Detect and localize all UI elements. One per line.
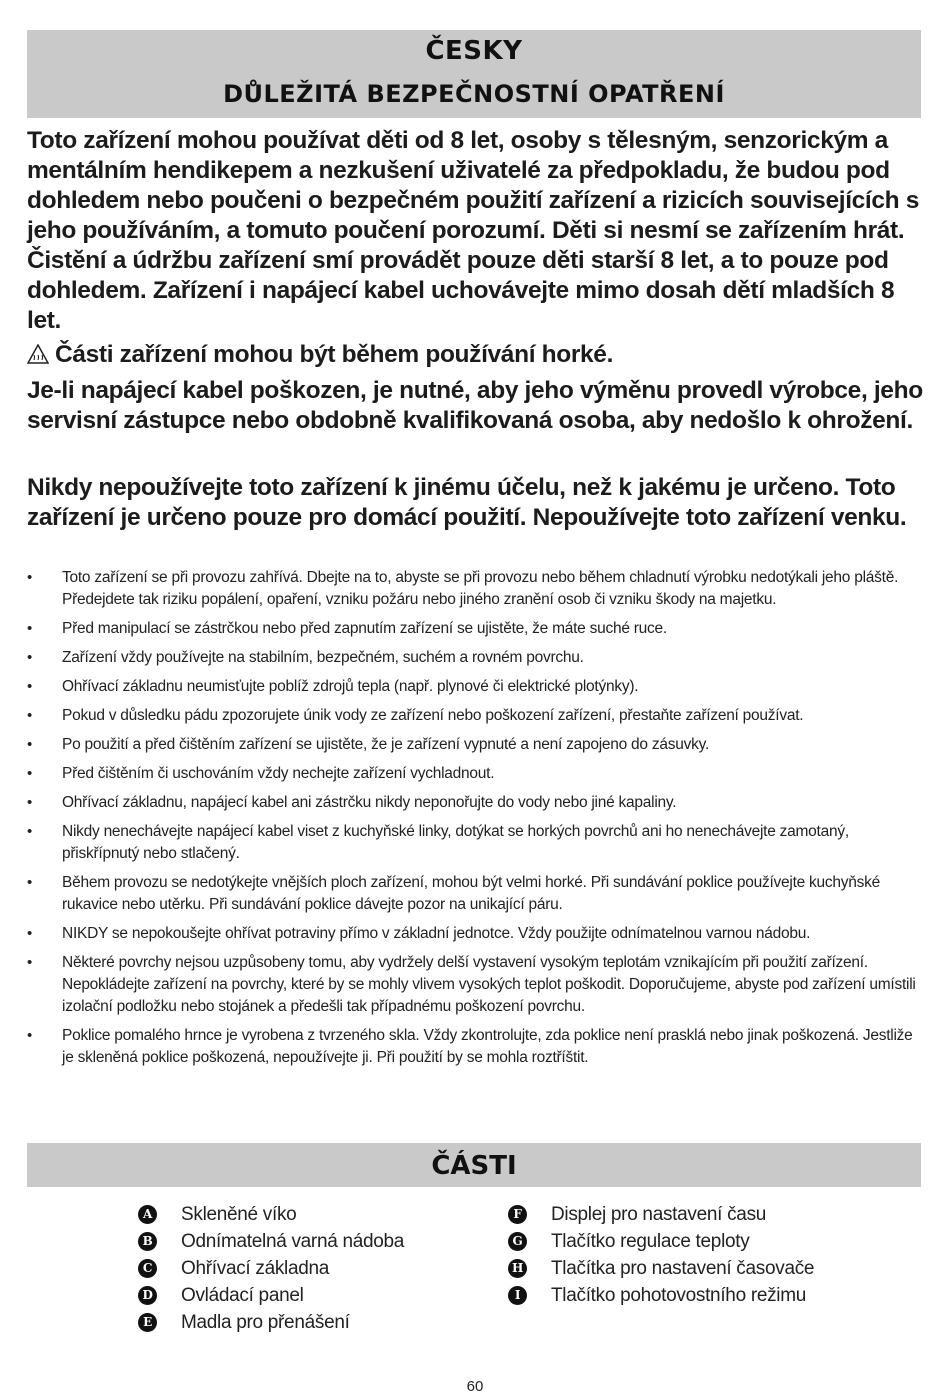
bullet-dot: • — [27, 649, 33, 666]
bullet-item — [27, 647, 921, 669]
bullet-item — [27, 676, 921, 698]
bullet-text: Nikdy nenechávejte napájecí kabel viset z kuchyňské linky, dotýkat se horkých povrchů ani ho nenechávejte zamotaný, přiskřípnutý nebo stlačený. — [62, 823, 849, 862]
part-label: Madla pro přenášení — [181, 1312, 350, 1333]
bullet-dot: • — [27, 736, 33, 753]
part-label: Displej pro nastavení času — [551, 1204, 767, 1225]
bullet-text: Pokud v důsledku pádu zpozorujete únik vody ze zařízení nebo poškození zařízení, přestaňte zařízení používat. — [62, 707, 804, 724]
part-item — [508, 1201, 814, 1228]
language-heading: ČESKY — [425, 36, 523, 66]
part-label: Ohřívací základna — [181, 1258, 330, 1279]
bullet-dot: • — [27, 794, 33, 811]
bullet-item — [27, 763, 921, 785]
bullet-dot: • — [27, 620, 33, 637]
bullet-dot: • — [27, 954, 33, 971]
bullet-dot: • — [27, 569, 33, 586]
bullet-item — [27, 923, 921, 945]
bullet-item — [27, 567, 921, 611]
bullet-dot: • — [27, 707, 33, 724]
bullet-text: Před manipulací se zástrčkou nebo před zapnutím zařízení se ujistěte, že máte suché ruce. — [62, 620, 667, 637]
bullet-text: Zařízení vždy používejte na stabilním, bezpečném, suchém a rovném povrchu. — [62, 649, 584, 666]
part-item — [508, 1228, 814, 1255]
bullet-text: Během provozu se nedotýkejte vnějších ploch zařízení, mohou být velmi horké. Při sundávání poklice používejte kuchyňské rukavice nebo utěrku. Při sundávání poklice dávejte pozor na unikající páru. — [62, 874, 881, 913]
part-item — [138, 1201, 404, 1228]
part-item — [508, 1282, 814, 1309]
part-letter-badge: A — [138, 1205, 157, 1224]
bullet-text: Některé povrchy nejsou uzpůsobeny tomu, aby vydržely delší vystavení vysokým teplotám vznikajícím při použití zařízení. Nepokládejte zařízení na povrchy, které by se mohly vlivem vysokých teplot poškodit. Doporučujeme, abyste pod zařízení umístili izolační podložku nebo stojánek a předešli tak případnému poškození povrchu. — [62, 954, 916, 1015]
part-letter-badge: D — [138, 1286, 157, 1305]
bullet-item — [27, 952, 921, 1018]
bullet-item — [27, 792, 921, 814]
bullet-item — [27, 1025, 921, 1069]
part-label: Tlačítko regulace teploty — [551, 1231, 750, 1252]
part-item — [138, 1282, 404, 1309]
warning-triangle-icon — [27, 344, 49, 364]
hot-warning — [27, 340, 927, 370]
bullet-dot: • — [27, 823, 33, 840]
part-item — [138, 1309, 404, 1336]
parts-list-left — [138, 1201, 404, 1336]
part-label: Skleněné víko — [181, 1204, 297, 1225]
bullet-item — [27, 705, 921, 727]
parts-heading: ČÁSTI — [431, 1151, 517, 1181]
hot-warning-text: Části zařízení mohou být během používání horké. — [55, 341, 614, 368]
part-label: Tlačítka pro nastavení časovače — [551, 1258, 815, 1279]
bullet-text: Ohřívací základnu neumisťujte poblíž zdrojů tepla (např. plynové či elektrické plotýnky). — [62, 678, 639, 695]
bullet-item — [27, 618, 921, 640]
bullet-dot: • — [27, 874, 33, 891]
parts-band — [27, 1143, 921, 1187]
part-letter-badge: H — [508, 1259, 527, 1278]
part-letter-badge: E — [138, 1313, 157, 1332]
part-item — [508, 1255, 814, 1282]
part-label: Ovládací panel — [181, 1285, 304, 1306]
bullet-text: NIKDY se nepokoušejte ohřívat potraviny přímo v základní jednotce. Vždy použijte odnímatelnou varnou nádobu. — [62, 925, 811, 942]
bullet-text: Ohřívací základnu, napájecí kabel ani zástrčku nikdy neponořujte do vody nebo jiné kapaliny. — [62, 794, 677, 811]
bullet-item — [27, 734, 921, 756]
safety-bullet-list — [27, 567, 921, 1076]
part-letter-badge: F — [508, 1205, 527, 1224]
page-number: 60 — [466, 1378, 484, 1395]
parts-list-right — [508, 1201, 814, 1309]
safety-title: DŮLEŽITÁ BEZPEČNOSTNÍ OPATŘENÍ — [223, 80, 725, 108]
bullet-item — [27, 872, 921, 916]
bullet-text: Poklice pomalého hrnce je vyrobena z tvrzeného skla. Vždy zkontrolujte, zda poklice není prasklá nebo jinak poškozená. Jestliže je skleněná poklice poškozená, nepoužívejte ji. Při použití by se mohla roztříštit. — [62, 1027, 913, 1066]
part-letter-badge: G — [508, 1232, 527, 1251]
part-item — [138, 1228, 404, 1255]
bullet-text: Před čištěním či uschováním vždy nechejte zařízení vychladnout. — [62, 765, 495, 782]
bullet-item — [27, 821, 921, 865]
part-letter-badge: C — [138, 1259, 157, 1278]
part-item — [138, 1255, 404, 1282]
bullet-dot: • — [27, 1027, 33, 1044]
intro-paragraph-3: Nikdy nepoužívejte toto zařízení k jinému účelu, než k jakému je určeno. Toto zařízení je určeno pouze pro domácí použití. Nepoužívejte toto zařízení venku. — [27, 474, 907, 531]
bullet-dot: • — [27, 765, 33, 782]
part-label: Tlačítko pohotovostního režimu — [551, 1285, 807, 1306]
intro-paragraph-1: Toto zařízení mohou používat děti od 8 let, osoby s tělesným, senzorickým a mentálním hendikepem a nezkušení uživatelé za předpokladu, že budou pod dohledem nebo poučeni o bezpečném použití zařízení a rizicích souvisejících s jeho používáním, a tomuto poučení porozumí. Děti si nesmí se zařízením hrát. Čistění a údržbu zařízení smí provádět pouze děti starší 8 let, a to pouze pod dohledem. Zařízení i napájecí kabel uchovávejte mimo dosah dětí mladších 8 let. — [27, 127, 920, 334]
bullet-text: Toto zařízení se při provozu zahřívá. Dbejte na to, abyste se při provozu nebo během chladnutí výrobku nedotýkali jeho pláště. Předejdete tak riziku popálení, opaření, vzniku požáru nebo jiného zranění osob či vzniku škody na majetku. — [62, 569, 899, 608]
part-letter-badge: I — [508, 1286, 527, 1305]
intro-paragraph-2: Je-li napájecí kabel poškozen, je nutné, aby jeho výměnu provedl výrobce, jeho servisní zástupce nebo obdobně kvalifikovaná osoba, aby nedošlo k ohrožení. — [27, 377, 923, 434]
bullet-dot: • — [27, 678, 33, 695]
bullet-dot: • — [27, 925, 33, 942]
part-letter-badge: B — [138, 1232, 157, 1251]
part-label: Odnímatelná varná nádoba — [181, 1231, 405, 1252]
bullet-text: Po použití a před čištěním zařízení se ujistěte, že je zařízení vypnuté a není zapojeno do zásuvky. — [62, 736, 710, 753]
header-band — [27, 30, 921, 118]
